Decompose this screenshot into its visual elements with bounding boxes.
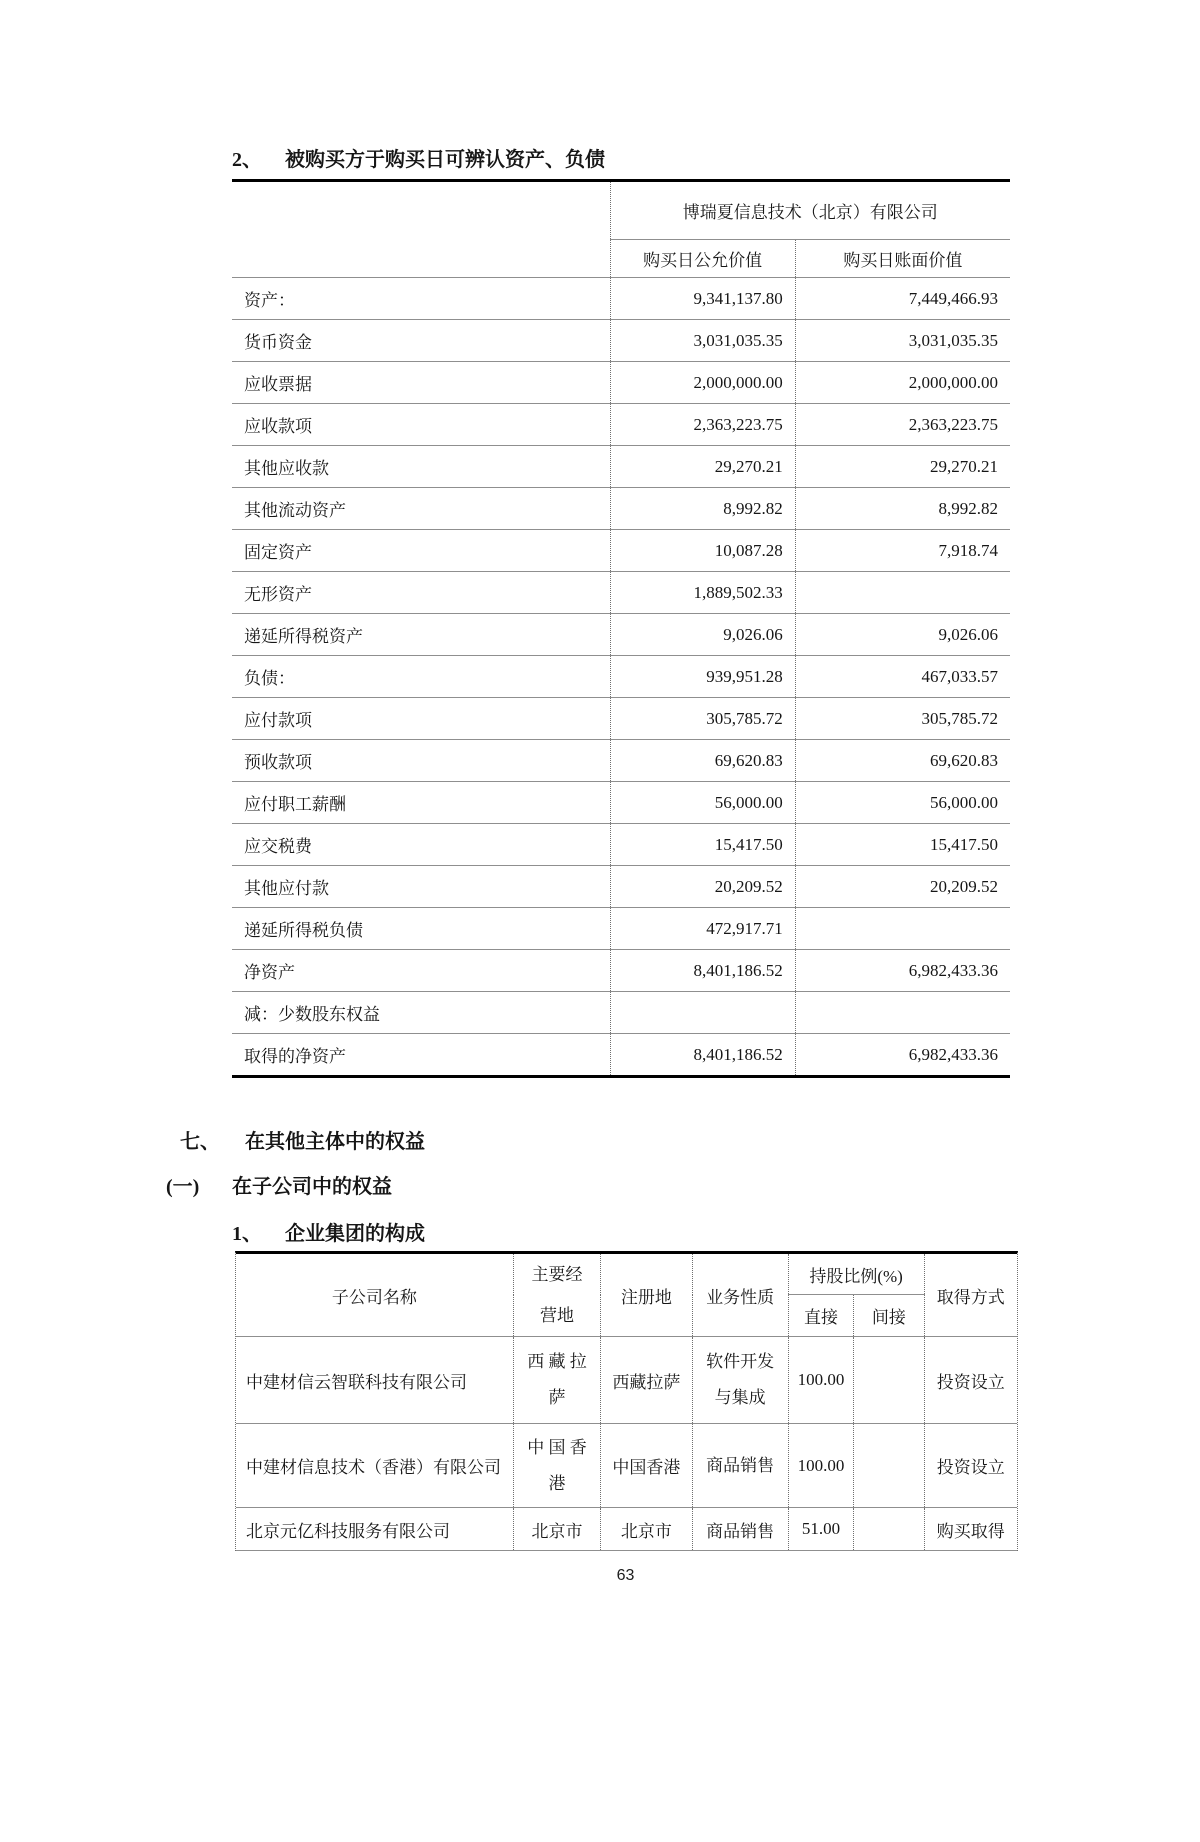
table-row [232,908,1010,950]
book-value: 9,026.06 [795,614,1010,656]
main-place-line1: 西 藏 拉 [527,1352,587,1371]
registration-place: 西藏拉萨 [601,1337,692,1424]
row-label: 其他流动资产 [232,488,610,530]
row-label: 应收票据 [232,362,610,404]
book-value [795,572,1010,614]
main-place [513,1337,600,1424]
book-value: 7,449,466.93 [795,278,1010,320]
fair-value: 10,087.28 [610,530,795,572]
book-value: 6,982,433.36 [795,950,1010,992]
business-nature-line1: 软件开发 [706,1352,775,1371]
fair-value: 2,363,223.75 [610,404,795,446]
section-title: 企业集团的构成 [285,1223,425,1245]
fair-value-column-header: 购买日公允价值 [610,240,795,278]
fair-value: 15,417.50 [610,824,795,866]
fair-value: 3,031,035.35 [610,320,795,362]
section-heading-interests-in-subsidiaries [166,1173,1200,1201]
fair-value: 56,000.00 [610,782,795,824]
fair-value: 29,270.21 [610,446,795,488]
book-value: 69,620.83 [795,740,1010,782]
book-value: 6,982,433.36 [908,1044,998,1064]
row-label: 减：少数股东权益 [232,992,610,1034]
subsidiary-name-header: 子公司名称 [236,1254,513,1337]
page-number: 63 [616,1567,635,1584]
book-value: 467,033.57 [795,656,1010,698]
row-label: 取得的净资产 [232,1034,610,1076]
business-nature-header: 业务性质 [692,1254,788,1337]
section-title: 在其他主体中的权益 [245,1131,425,1153]
company-name-header: 博瑞夏信息技术（北京）有限公司 [610,182,1010,240]
table-row [232,698,1010,740]
main-place-header [513,1254,600,1337]
book-value: 7,918.74 [795,530,1010,572]
indirect-ratio [854,1508,924,1551]
fair-value: 8,401,186.52 [610,1034,795,1076]
row-label: 无形资产 [232,572,610,614]
registration-place-header: 注册地 [601,1254,692,1337]
registration-place: 北京市 [601,1508,692,1551]
business-nature [692,1337,788,1424]
table-row [232,824,1010,866]
acquiree-assets-table [232,179,1010,1078]
table-row [232,572,1010,614]
direct-ratio: 100.00 [788,1337,854,1424]
row-label: 递延所得税资产 [232,614,610,656]
business-nature: 商品销售 [692,1508,788,1551]
row-label: 资产： [232,278,610,320]
fair-value: 305,785.72 [610,698,795,740]
indirect-ratio-header: 间接 [854,1295,924,1337]
business-nature-line2: 与集成 [714,1388,766,1407]
book-value: 3,031,035.35 [795,320,1010,362]
empty-header-cell [232,240,610,278]
fair-value: 69,620.83 [610,740,795,782]
row-label: 预收款项 [232,740,610,782]
table-subheader-row [232,240,1010,278]
table-row [232,404,1010,446]
row-label: 递延所得税负债 [232,908,610,950]
section-number: 七、 [180,1131,220,1153]
section-heading-identifiable-assets [232,146,1200,174]
section-heading-interests-in-other-entities [180,1128,1200,1156]
direct-ratio: 100.00 [788,1424,854,1508]
business-nature [692,1424,788,1508]
book-value: 20,209.52 [795,866,1010,908]
subsidiary-name: 中建材信息技术（香港）有限公司 [236,1424,513,1508]
table-row [232,488,1010,530]
section-title: 被购买方于购买日可辨认资产、负债 [285,149,605,171]
fair-value: 1,889,502.33 [610,572,795,614]
main-place-line1: 中 国 香 [527,1437,587,1457]
table-row [232,614,1010,656]
acquisition-method: 投资设立 [924,1337,1017,1424]
section-number: (一) [166,1176,200,1198]
table-header-row [236,1254,1017,1295]
section-number: 1、 [232,1223,262,1245]
row-label: 净资产 [232,950,610,992]
main-place-line2: 萨 [548,1388,566,1407]
table-row [236,1337,1017,1424]
row-label: 其他应收款 [232,446,610,488]
table-row [232,1034,1010,1076]
fair-value: 9,341,137.80 [610,278,795,320]
book-value: 29,270.21 [795,446,1010,488]
fair-value: 2,000,000.00 [610,362,795,404]
table-row [232,740,1010,782]
table-row [232,950,1010,992]
shareholding-ratio-header: 持股比例(%) [788,1254,924,1295]
section-number: 2、 [232,149,262,171]
row-label: 应收款项 [232,404,610,446]
fair-value [610,992,795,1034]
empty-header-cell [232,182,610,240]
book-value: 56,000.00 [795,782,1010,824]
fair-value: 8,992.82 [610,488,795,530]
acquisition-method: 投资设立 [924,1424,1017,1508]
row-label: 货币资金 [232,320,610,362]
table-row [236,1424,1017,1508]
table-row [232,782,1010,824]
acquisition-method-header: 取得方式 [924,1254,1017,1337]
row-label: 负债： [232,656,610,698]
table-row [236,1508,1017,1551]
book-value: 2,363,223.75 [795,404,1010,446]
main-place [513,1424,600,1508]
acquisition-method: 购买取得 [924,1508,1017,1551]
fair-value: 8,401,186.52 [610,950,795,992]
business-nature-line1: 商品销售 [706,1455,775,1475]
row-label: 固定资产 [232,530,610,572]
table-row [232,362,1010,404]
table-row [232,530,1010,572]
table-row [232,278,1010,320]
main-place-line2: 港 [548,1473,566,1493]
book-value [795,992,1010,1034]
table-row [232,866,1010,908]
book-value: 8,992.82 [795,488,1010,530]
subsidiary-name: 北京元亿科技服务有限公司 [236,1508,513,1551]
book-value: 305,785.72 [795,698,1010,740]
fair-value: 9,026.06 [610,614,795,656]
subsidiary-name: 中建材信云智联科技有限公司 [236,1337,513,1424]
table-header-row [232,182,1010,240]
main-place-header-line1: 主要经 [531,1265,583,1284]
book-value [795,908,1010,950]
book-value: 2,000,000.00 [795,362,1010,404]
book-value: 15,417.50 [795,824,1010,866]
main-place: 北京市 [513,1508,600,1551]
table-row [232,656,1010,698]
table-row [232,320,1010,362]
book-value-column-header: 购买日账面价值 [795,240,1010,278]
registration-place: 中国香港 [601,1424,692,1508]
row-label: 其他应付款 [232,866,610,908]
direct-ratio: 51.00 [788,1508,854,1551]
section-heading-group-composition [232,1220,1200,1248]
fair-value: 20,209.52 [610,866,795,908]
table-row [232,446,1010,488]
row-label: 应交税费 [232,824,610,866]
indirect-ratio [854,1337,924,1424]
indirect-ratio [854,1424,924,1508]
direct-ratio-header: 直接 [788,1295,854,1337]
fair-value: 939,951.28 [610,656,795,698]
row-label: 应付款项 [232,698,610,740]
main-place-header-line2: 营地 [539,1306,574,1325]
fair-value: 472,917.71 [610,908,795,950]
row-label: 应付职工薪酬 [232,782,610,824]
table-row [232,992,1010,1034]
section-title: 在子公司中的权益 [232,1176,392,1198]
subsidiaries-table [235,1251,1018,1551]
